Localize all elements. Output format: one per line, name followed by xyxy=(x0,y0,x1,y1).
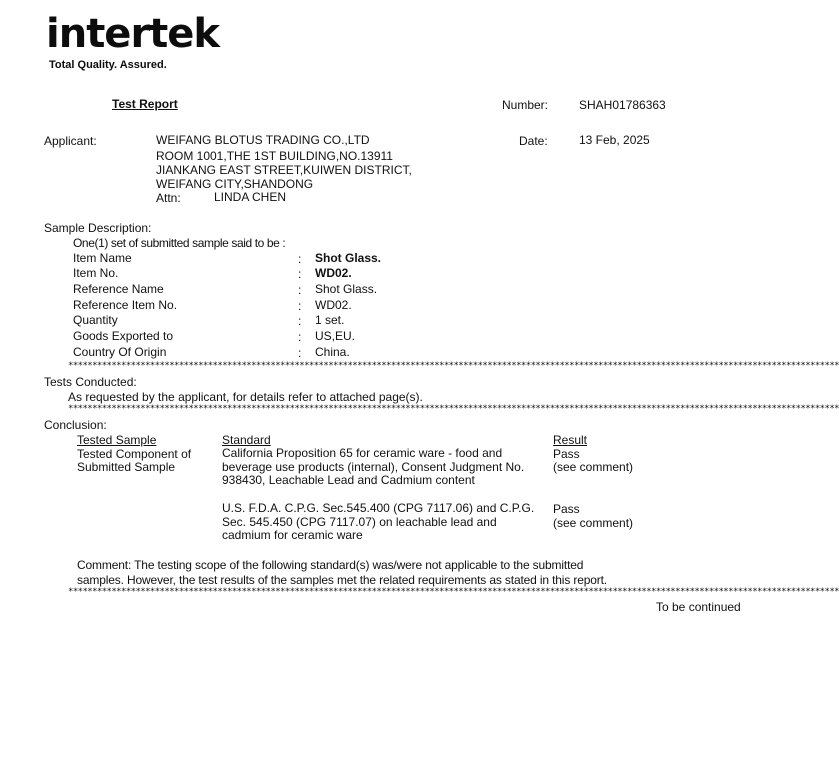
number-label: Number: xyxy=(502,98,549,112)
field-value: 1 set. xyxy=(315,313,345,327)
to-be-continued: To be continued xyxy=(656,600,741,614)
field-sep: : xyxy=(298,330,302,344)
tested-sample-line-1: Tested Component of xyxy=(77,447,192,461)
field-label: Quantity xyxy=(73,313,118,327)
result-comment: (see comment) xyxy=(553,460,634,474)
result-pass: Pass xyxy=(553,447,580,461)
number-value: SHAH01786363 xyxy=(579,98,666,112)
date-label: Date: xyxy=(519,134,548,148)
separator-line: **************************************************************************************************************************************************************** xyxy=(68,404,839,414)
field-value: US,EU. xyxy=(315,329,356,343)
applicant-line-4: WEIFANG CITY,SHANDONG xyxy=(156,177,314,191)
standard-text: California Proposition 65 for ceramic ware - food and beverage use products (internal), Consent Judgment No. 938430, Leachable Lead and Cadmium content xyxy=(222,446,525,487)
result-pass: Pass xyxy=(553,502,580,516)
comment-line-2: samples. However, the test results of the samples met the related requirements as stated in this report. xyxy=(77,573,607,587)
standard-text: U.S. F.D.A. C.P.G. Sec.545.400 (CPG 7117.06) and C.P.G. Sec. 545.450 (CPG 7117.07) on leachable lead and cadmium for ceramic ware xyxy=(222,501,535,542)
applicant-line-3: JIANKANG EAST STREET,KUIWEN DISTRICT, xyxy=(156,163,412,177)
tested-sample-line-2: Submitted Sample xyxy=(77,460,176,474)
column-header-standard: Standard xyxy=(222,433,271,447)
applicant-line-2: ROOM 1001,THE 1ST BUILDING,NO.13911 xyxy=(156,149,393,163)
field-sep: : xyxy=(298,346,302,360)
conclusion-heading: Conclusion: xyxy=(44,418,107,432)
field-value: WD02. xyxy=(315,266,352,280)
field-value: Shot Glass. xyxy=(315,282,378,296)
result-comment: (see comment) xyxy=(553,516,634,530)
field-sep: : xyxy=(298,299,302,313)
field-sep: : xyxy=(298,283,302,297)
field-label: Item No. xyxy=(73,266,119,280)
separator-line: **************************************************************************************************************************************************************** xyxy=(68,587,839,597)
field-sep: : xyxy=(298,252,302,266)
sample-heading: Sample Description: xyxy=(44,221,152,235)
tests-heading: Tests Conducted: xyxy=(44,375,137,389)
field-sep: : xyxy=(298,267,302,281)
separator-line: **************************************************************************************************************************************************************** xyxy=(68,361,839,371)
applicant-line-1: WEIFANG BLOTUS TRADING CO.,LTD xyxy=(156,133,370,147)
field-label: Country Of Origin xyxy=(73,345,167,359)
report-title: Test Report xyxy=(112,97,178,111)
column-header-sample: Tested Sample xyxy=(77,433,157,447)
attn-value: LINDA CHEN xyxy=(214,190,287,204)
field-label: Item Name xyxy=(73,251,132,265)
comment-line-1: Comment: The testing scope of the following standard(s) was/were not applicable to the submitted xyxy=(77,558,584,572)
intertek-logo: intertek xyxy=(46,11,220,57)
applicant-label: Applicant: xyxy=(44,134,97,148)
field-label: Reference Name xyxy=(73,282,164,296)
date-value: 13 Feb, 2025 xyxy=(579,133,650,147)
field-sep: : xyxy=(298,314,302,328)
field-value: China. xyxy=(315,345,350,359)
field-label: Reference Item No. xyxy=(73,298,178,312)
field-value: Shot Glass. xyxy=(315,251,382,265)
logo-tagline: Total Quality. Assured. xyxy=(49,59,167,71)
column-header-result: Result xyxy=(553,433,588,447)
field-label: Goods Exported to xyxy=(73,329,174,343)
attn-label: Attn: xyxy=(156,191,181,205)
field-value: WD02. xyxy=(315,298,352,312)
tests-text: As requested by the applicant, for details refer to attached page(s). xyxy=(68,390,423,404)
sample-intro: One(1) set of submitted sample said to be : xyxy=(73,236,286,250)
